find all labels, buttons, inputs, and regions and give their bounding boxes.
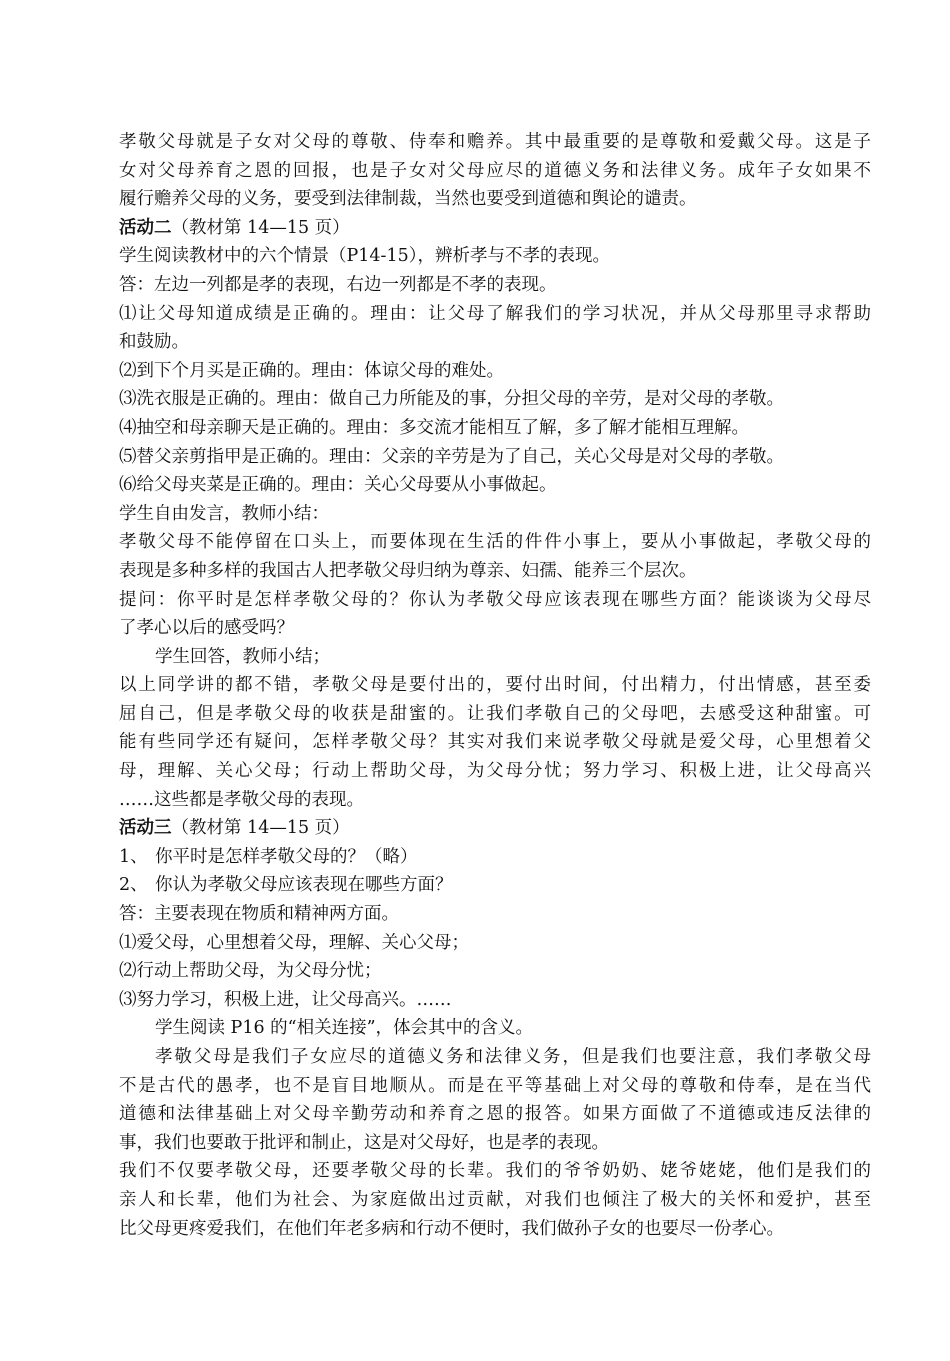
question-item-1 — [119, 843, 871, 872]
teacher-summary-line: 以上同学讲的都不错，孝敬父母是要付出的，要付出时间，付出精力，付出情感，甚至委 — [119, 675, 871, 696]
paragraph-filial-definition — [119, 128, 871, 214]
activity-2-heading: 活动二 — [119, 217, 172, 238]
activity-3-answer: 答：主要表现在物质和精神两方面。 — [119, 904, 399, 925]
paragraph-b-line: 比父母更疼爱我们，在他们年老多病和行动不便时，我们做孙子女的也要尽一份孝心。 — [119, 1218, 784, 1239]
situation-item-6: ⑹给父母夹菜是正确的。理由：关心父母要从小事做起。 — [119, 475, 557, 496]
question-text: 你认为孝敬父母应该表现在哪些方面？ — [155, 875, 453, 896]
activity-3-ref: （教材第 14—15 页） — [171, 818, 350, 839]
paragraph-a-line: 孝敬父母是我们子女应尽的道德义务和法律义务，但是我们也要注意，我们孝敬父母 — [155, 1047, 871, 1067]
situation-item-2: ⑵到下个月买是正确的。理由：体谅父母的难处。 — [119, 360, 504, 381]
paragraph-a-line: 道德和法律基础上对父母辛勤劳动和养育之恩的报答。如果方面做了不道德或违反法律的 — [119, 1104, 871, 1125]
teacher-summary-line: 母，理解、关心父母；行动上帮助父母，为父母分忧；努力学习、积极上进，让父母高兴 — [119, 761, 871, 782]
document-page — [119, 128, 871, 1243]
section-activity-2 — [119, 214, 871, 814]
activity-2-answer: 答：左边一列都是孝的表现，右边一列都是不孝的表现。 — [119, 274, 557, 295]
situation-item-3: ⑶洗衣服是正确的。理由：做自己力所能及的事，分担父母的辛劳，是对父母的孝敬。 — [119, 389, 784, 410]
teacher-summary-line: 能有些同学还有疑问，怎样孝敬父母？其实对我们来说孝敬父母就是爱父母，心里想着父 — [119, 732, 871, 753]
situation-item-5: ⑸替父亲剪指甲是正确的。理由：父亲的辛劳是为了自己，关心父母是对父母的孝敬。 — [119, 446, 784, 467]
question-text: 你平时是怎样孝敬父母的？（略） — [155, 846, 418, 867]
text-line: 女对父母养育之恩的回报，也是子女对父母应尽的道德义务和法律义务。成年子女如果不 — [119, 160, 871, 181]
activity-2-ref: （教材第 14—15 页） — [171, 217, 350, 238]
paragraph-a-line: 不是古代的愚孝，也不是盲目地顺从。而是在平等基础上对父母的尊敬和侍奉，是在当代 — [119, 1075, 871, 1096]
point-item: ⑴爱父母，心里想着父母，理解、关心父母； — [119, 932, 469, 953]
reading-line: 学生阅读 P16 的“相关连接”，体会其中的含义。 — [155, 1018, 534, 1039]
question-number: 2、 — [119, 875, 148, 896]
point-item: ⑵行动上帮助父母，为父母分忧； — [119, 961, 382, 982]
section-activity-3 — [119, 814, 871, 1243]
free-talk-line: 学生自由发言，教师小结： — [119, 503, 329, 524]
point-item: ⑶努力学习，积极上进，让父母高兴。…… — [119, 989, 452, 1010]
activity-3-heading-line — [119, 814, 871, 843]
text-line: 孝敬父母就是子女对父母的尊敬、侍奉和赡养。其中最重要的是尊敬和爱戴父母。这是子 — [119, 132, 871, 152]
situation-item-1-cont: 和鼓励。 — [119, 332, 189, 353]
answer-summary-line: 学生回答，教师小结； — [155, 646, 330, 667]
paragraph-a-line: 事，我们也要敢于批评和制止，这是对父母好，也是孝的表现。 — [119, 1132, 609, 1153]
summary-line: 孝敬父母不能停留在口头上，而要体现在生活的件件小事上，要从小事做起，孝敬父母的 — [119, 532, 871, 553]
situation-item-1: ⑴让父母知道成绩是正确的。理由：让父母了解我们的学习状况，并从父母那里寻求帮助 — [119, 303, 871, 324]
question-number: 1、 — [119, 846, 148, 867]
text-line: 履行赡养父母的义务，要受到法律制裁，当然也要受到道德和舆论的谴责。 — [119, 189, 697, 210]
activity-2-intro: 学生阅读教材中的六个情景（P14-15），辨析孝与不孝的表现。 — [119, 246, 610, 267]
teacher-summary-line: 屈自己，但是孝敬父母的收获是甜蜜的。让我们孝敬自己的父母吧，去感受这种甜蜜。可 — [119, 703, 871, 724]
paragraph-b-line: 我们不仅要孝敬父母，还要孝敬父母的长辈。我们的爷爷奶奶、姥爷姥姥，他们是我们的 — [119, 1161, 871, 1182]
question-line: 了孝心以后的感受吗？ — [119, 618, 294, 639]
question-line: 提问：你平时是怎样孝敬父母的？你认为孝敬父母应该表现在哪些方面？能谈谈为父母尽 — [119, 589, 871, 610]
summary-line: 表现是多种多样的我国古人把孝敬父母归纳为尊亲、妇孺、能养三个层次。 — [119, 560, 697, 581]
paragraph-b-line: 亲人和长辈，他们为社会、为家庭做出过贡献，对我们也倾注了极大的关怀和爱护，甚至 — [119, 1189, 871, 1210]
activity-2-heading-line — [119, 214, 871, 243]
activity-3-heading: 活动三 — [119, 818, 172, 839]
teacher-summary-line: ……这些都是孝敬父母的表现。 — [119, 789, 364, 810]
question-item-2 — [119, 871, 871, 900]
situation-item-4: ⑷抽空和母亲聊天是正确的。理由：多交流才能相互了解，多了解才能相互理解。 — [119, 417, 749, 438]
